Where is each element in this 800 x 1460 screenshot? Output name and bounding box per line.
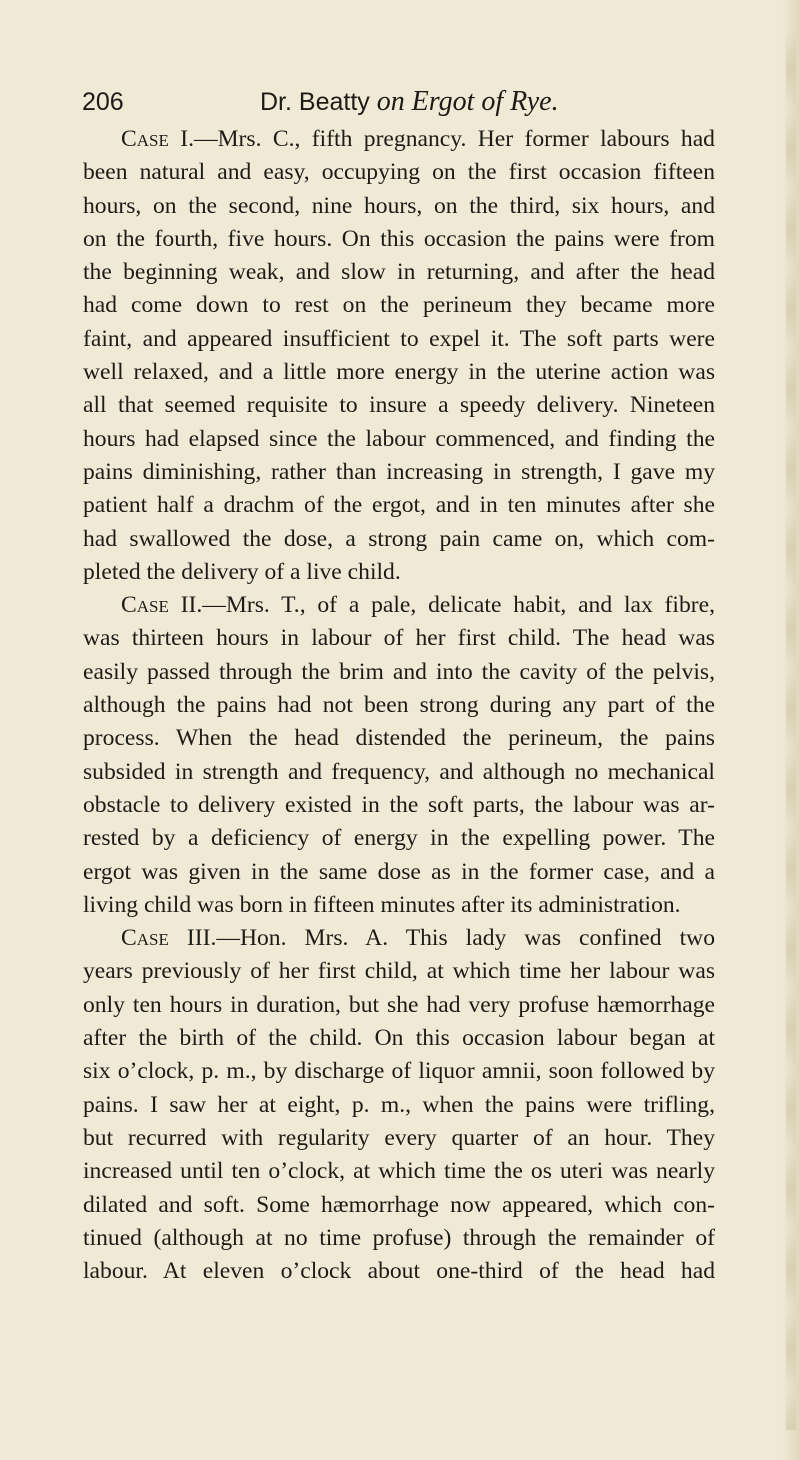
text-line [83,789,715,822]
line-text: increased until ten o’clock, at which time the os uteri was nearly [83,1158,715,1185]
running-title-on: on [376,86,405,117]
line-text: well relaxed, and a little more energy in the uterine action was [83,359,715,386]
line-text: rested by a deficiency of energy in the expelling power. The [83,825,715,852]
text-line [83,689,715,722]
line-text: subsided in strength and frequency, and although no mechanical [83,758,715,785]
line-text: only ten hours in duration, but she had very profuse hæmorrhage [83,991,715,1018]
text-line [83,589,715,622]
running-title-of: of [481,86,504,117]
line-text: faint, and appeared insufficient to expel it. The soft parts were [83,325,715,352]
page-edge-shadow [782,0,800,1460]
line-text: was thirteen hours in labour of her first child. The head was [83,625,715,652]
text-line [83,856,715,889]
line-text: patient half a drachm of the ergot, and in ten minutes after she [83,492,715,519]
page-number: 206 [82,88,124,116]
line-text: —Mrs. C., fifth pregnancy. Her former labours had [193,126,715,152]
text-line [83,822,715,855]
text-line [83,223,715,256]
line-text: but recurred with regularity every quarter of an hour. They [83,1124,715,1151]
text-line [83,289,715,322]
text-line [83,356,715,389]
text-line [83,1089,715,1122]
running-title-ergot: Ergot [411,86,475,117]
line-text: dilated and soft. Some hæmorrhage now appeared, which con- [83,1191,715,1218]
running-title-rye: Rye. [510,86,559,117]
text-line [83,756,715,789]
text-line [83,922,715,955]
line-text: labour. At eleven o’clock about one-third of the head had [83,1258,715,1285]
line-text: the beginning weak, and slow in returning, and after the head [83,259,715,286]
text-line [83,556,715,589]
text-line [83,256,715,289]
line-text: pains diminishing, rather than increasing in strength, I gave my [83,458,715,485]
text-line [83,156,715,189]
running-title-author: Dr. Beatty [260,88,377,116]
text-line [83,123,715,156]
line-text: six o’clock, p. m., by discharge of liquor amnii, soon followed by [83,1058,715,1085]
body-text [83,123,715,1288]
page-header [82,82,722,122]
text-line [83,989,715,1022]
case-label: Case I. [121,126,194,152]
text-line [83,1155,715,1188]
text-line [83,1022,715,1055]
text-line [83,722,715,755]
line-text: obstacle to delivery existed in the soft parts, the labour was ar- [83,791,715,818]
text-line [83,323,715,356]
text-line [83,456,715,489]
text-line [83,489,715,522]
text-line [83,656,715,689]
line-text: on the fourth, five hours. On this occasion the pains were from [83,225,715,252]
text-line [83,622,715,655]
line-text: —Mrs. T., of a pale, delicate habit, and lax fibre, [202,592,715,619]
line-text: had swallowed the dose, a strong pain came on, which com- [83,525,715,552]
text-line [83,889,715,922]
line-text: pains. I saw her at eight, p. m., when the pains were trifling, [83,1091,715,1118]
line-text: pleted the delivery of a live child. [83,558,401,585]
line-text: living child was born in fifteen minutes after its administration. [83,891,681,918]
line-text: ergot was given in the same dose as in the former case, and a [83,858,715,885]
line-text: all that seemed requisite to insure a speedy delivery. Nineteen [83,392,715,419]
text-line [83,1122,715,1155]
line-text: although the pains had not been strong during any part of the [83,692,715,719]
text-line [83,389,715,422]
text-line [83,1189,715,1222]
line-text: hours had elapsed since the labour commenced, and finding the [83,425,715,452]
text-line [83,190,715,223]
text-line [83,1055,715,1088]
line-text: process. When the head distended the perineum, the pains [83,725,715,752]
line-text: easily passed through the brim and into the cavity of the pelvis, [83,658,715,685]
line-text: had come down to rest on the perineum they became more [83,292,715,319]
text-line [83,1255,715,1288]
text-line [83,523,715,556]
text-line [83,1222,715,1255]
line-text: —Hon. Mrs. A. This lady was confined two [216,925,715,952]
case-label: Case II. [121,592,203,619]
text-line [83,423,715,456]
line-text: after the birth of the child. On this occasion labour began at [83,1025,715,1052]
line-text: tinued (although at no time profuse) through the remainder of [83,1224,715,1251]
case-label: Case III. [121,925,217,952]
running-title [260,82,559,122]
line-text: years previously of her first child, at which time her labour was [83,958,715,985]
line-text: been natural and easy, occupying on the first occasion fifteen [83,159,715,186]
line-text: hours, on the second, nine hours, on the third, six hours, and [83,192,715,219]
text-line [83,955,715,988]
